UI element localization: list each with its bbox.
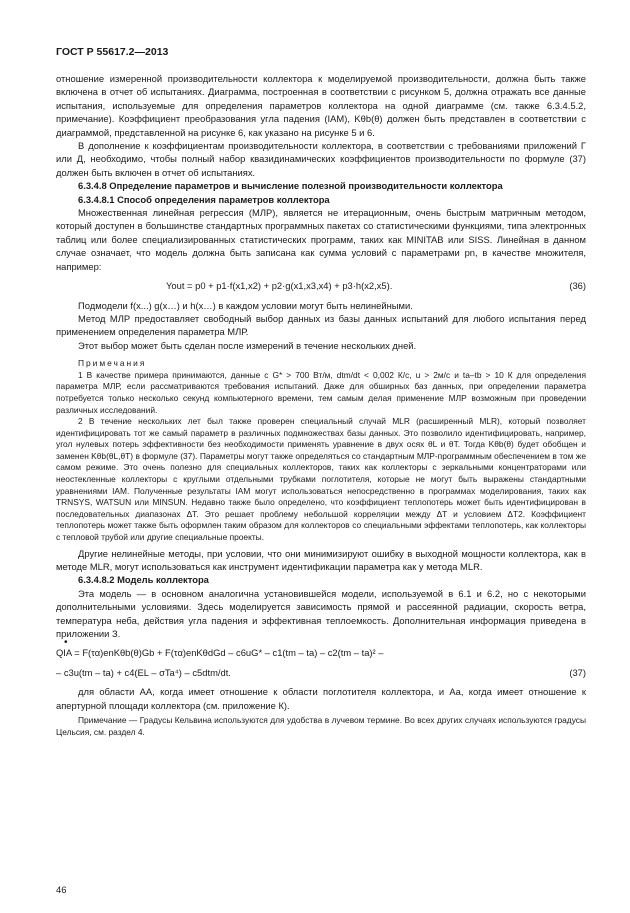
note-item: 2 В течение нескольких лет был также проверен специальный случай MLR (расширенный MLR), который позволяет идентифицировать тот же самый параметр в различных подмножествах базы данных. Это позволило идентифицировать, например, угол нулевых потерь эффективности без необходимости применять уравнение в двух осях θL и θT. Тогда Kθb(θ) будет обобщен и заменен Kθb(θL,θT) в формуле (37). Параметры могут также определяться со стандартным МЛР-программным обеспечением в том же самом режиме. Это очень полезно для специальных коллекторов, таких как коллекторы с зеркальными концентраторами или неостекленные коллекторы с круглыми отдельными трубками поглотителя, которые не могут быть выражены стандартными уравнениями IAM. Полученные результаты IAM могут использоваться непосредственно в программах моделирования, таких как TRNSYS, WATSUN или MINSUN. Недавно также было определено, что коэффициент теплопотерь может быть идентифицирован в последовательных диапазонах ΔT. Это решает проблему небольшой корреляции между ΔT и условием ΔT2. Коэффициент теплопотерь может также быть оформлен таким образом для коллекторов со специальными эффектами теплопотерь, как коллекторы с тепловой трубой или другие специальные проекты. [56, 416, 586, 543]
equation-number: (36) [569, 280, 586, 292]
document-header: ГОСТ Р 55617.2—2013 [56, 46, 169, 58]
paragraph: отношение измеренной производительности коллектора к моделируемой производительности, должна быть также включена в отчет об испытаниях. Диаграмма, построенная в соответствии с рисунком 5, должна отражать все данные испытания, используемые для определения параметров коллектора на одной диаграмме (см. также 6.3.4.5.2, примечание). Коэффициент преобразования угла падения (IAM), Kθb(θ) должен быть представлен в соответствии с диаграммой, представленной на рисунке 6, как указано на рисунке 5 и 6. [56, 73, 586, 138]
equation-37-line2: – c3u(tm – ta) + c4(EL – σTa⁴) – c5dtm/dt. [56, 666, 231, 678]
equation-number: (37) [569, 666, 586, 678]
note-item: Примечание — Градусы Кельвина используются для удобства в лучевом термине. Во всех других случаях используются градусы Цельсия, см. раздел 4. [56, 715, 586, 737]
section-heading: 6.3.4.8 Определение параметров и вычисление полезной производительности коллектора [78, 180, 503, 192]
paragraph: Эта модель — в основном аналогична установившейся модели, используемой в 6.1 и 6.2, но с некоторыми дополнительными условиями. Здесь моделируется зависимость прямой и рассеянной радиации, скорость ветра, температура неба, действия угла падения и эффективная теплоемкость. Дополнительная информация приведена в приложении З. [56, 587, 586, 640]
equation-37-line2-row [56, 666, 586, 679]
paragraph: для области AA, когда имеет отношение к области поглотителя коллектора, и Aa, когда имеет отношение к апертурной площади коллектора (см. приложение К). [56, 686, 586, 711]
dot-accent: • [64, 637, 68, 649]
notes-heading: Примечания [78, 358, 147, 369]
equation-formula: Yout = p0 + p1·f(x1,x2) + p2·g(x1,x3,x4) + p3·h(x2,x5). [166, 280, 393, 292]
subsection-heading: 6.3.4.8.1 Способ определения параметров коллектора [78, 193, 330, 205]
page-number: 46 [56, 884, 67, 895]
paragraph: В дополнение к коэффициентам производительности коллектора, в соответствии с требованиями приложений Г или Д, необходимо, чтобы полный набор квазидинамических коэффициентов производительности по формуле (37) должен быть включен в отчет об испытаниях. [56, 140, 586, 178]
note-item: 1 В качестве примера принимаются, данные с G* > 700 Вт/м, dtm/dt < 0,002 К/с, u > 2м/с и ta–tb > 10 К для определения параметра МЛР, если рассматриваются требования испытаний. Даже для обширных баз данных, при определении параметра потребуется только несколько секунд компьютерного времени, тем самым делая применение МЛР возможным при проведении различных исследований. [56, 369, 586, 415]
subsection-heading: 6.3.4.8.2 Модель коллектора [78, 574, 209, 586]
equation-37-line1: QIA = F(τα)enKθb(θ)Gb + F(τα)enKθdGd – c6uG* – c1(tm – ta) – c2(tm – ta)² – [56, 647, 384, 659]
paragraph: Метод МЛР предоставляет свободный выбор данных из базы данных испытаний для любого испытания перед применением определения параметра МЛР. [56, 312, 586, 338]
page-content [56, 46, 586, 738]
paragraph: Другие нелинейные методы, при условии, что они минимизируют ошибку в выходной мощности коллектора, как в методе MLR, могут использоваться как инструмент идентификации параметра как у метода MLR. [56, 547, 586, 573]
paragraph: Множественная линейная регрессия (МЛР), является не итерационным, очень быстрым матричным методом, который доступен в большинстве стандартных программных пакетах со статистическими функциями, типа электронных таблиц или более специализированных статистических программ, таких как MINITAB или SISS. Линейная в данном случае означает, что модель должна быть записана как сумма условий с параметрами pn, в качестве множителя, например: [56, 207, 586, 272]
paragraph: Этот выбор может быть сделан после измерений в течение нескольких дней. [78, 339, 417, 351]
equation-36 [56, 279, 586, 292]
paragraph: Подмодели f(x...) g(x…) и h(x…) в каждом условии могут быть нелинейными. [78, 299, 413, 311]
